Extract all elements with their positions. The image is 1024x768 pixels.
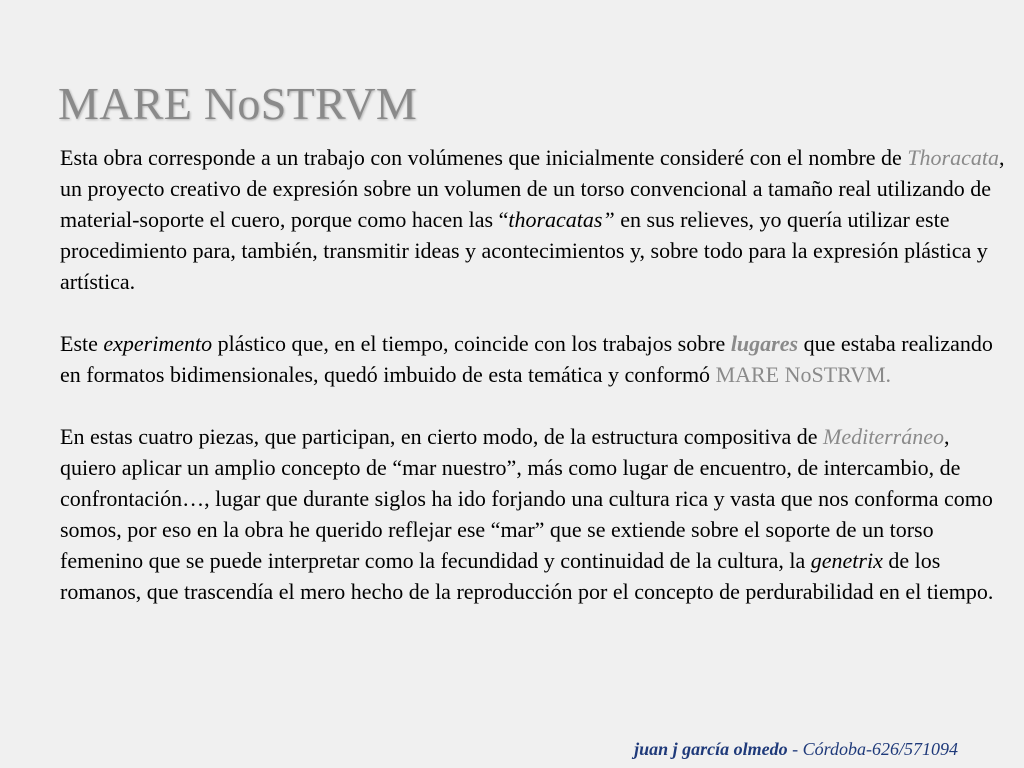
paragraph3-part2: , quiero aplicar un amplio concepto de “mar nuestro”, más como lugar de encuentro, de intercambio, de confrontación…, lugar que durante siglos ha ido forjando una cultura rica y vasta que nos conforma como somos, por eso en la obra he querido reflejar ese “mar” que se extiende sobre el soporte de un torso femenino que se puede interpretar como la fecundidad y continuidad de la cultura, la <box>60 424 993 573</box>
paragraph3-part1: En estas cuatro piezas, que participan, en cierto modo, de la estructura compositiva de <box>60 424 823 449</box>
paragraph-experimento <box>60 328 1005 390</box>
body-text <box>60 142 1005 607</box>
footer-author: juan j garcía olmedo <box>634 739 788 759</box>
paragraph1-part2: , un proyecto creativo de expresión sobre un volumen de un torso convencional a tamaño real utilizando de material-soporte el cuero, porque como hacen las “ <box>60 145 1005 232</box>
paragraph2-part2: plástico que, en el tiempo, coincide con los trabajos sobre <box>212 331 731 356</box>
paragraph-mediterraneo <box>60 421 1005 607</box>
paragraph1-part1: Esta obra corresponde a un trabajo con volúmenes que inicialmente consideré con el nombre de <box>60 145 908 170</box>
term-mare-nostrvm: MARE NoSTRVM. <box>715 362 892 387</box>
term-thoracatas: thoracatas” <box>508 207 615 232</box>
footer-separator: - <box>787 739 803 759</box>
paragraph2-part1: Este <box>60 331 104 356</box>
slide-title: MARE NoSTRVM <box>58 78 418 129</box>
paragraph2-part3: que estaba realizando en formatos bidimensionales, quedó imbuido de esta temática y conformó <box>60 331 993 387</box>
footer-credit <box>634 737 958 761</box>
paragraph-thoracata <box>60 142 1005 297</box>
term-mediterraneo: Mediterráneo <box>823 424 944 449</box>
paragraph3-part3: de los romanos, que trascendía el mero hecho de la reproducción por el concepto de perdurabilidad en el tiempo. <box>60 548 994 604</box>
term-experimento: experimento <box>103 331 213 356</box>
term-lugares: lugares <box>730 331 799 356</box>
term-thoracata: Thoracata <box>907 145 999 170</box>
term-genetrix: genetrix <box>810 548 883 573</box>
footer-code: Córdoba-626/571094 <box>802 739 958 759</box>
paragraph1-part3: en sus relieves, yo quería utilizar este procedimiento para, también, transmitir ideas y acontecimientos y, sobre todo para la expresión plástica y artística. <box>60 207 988 294</box>
